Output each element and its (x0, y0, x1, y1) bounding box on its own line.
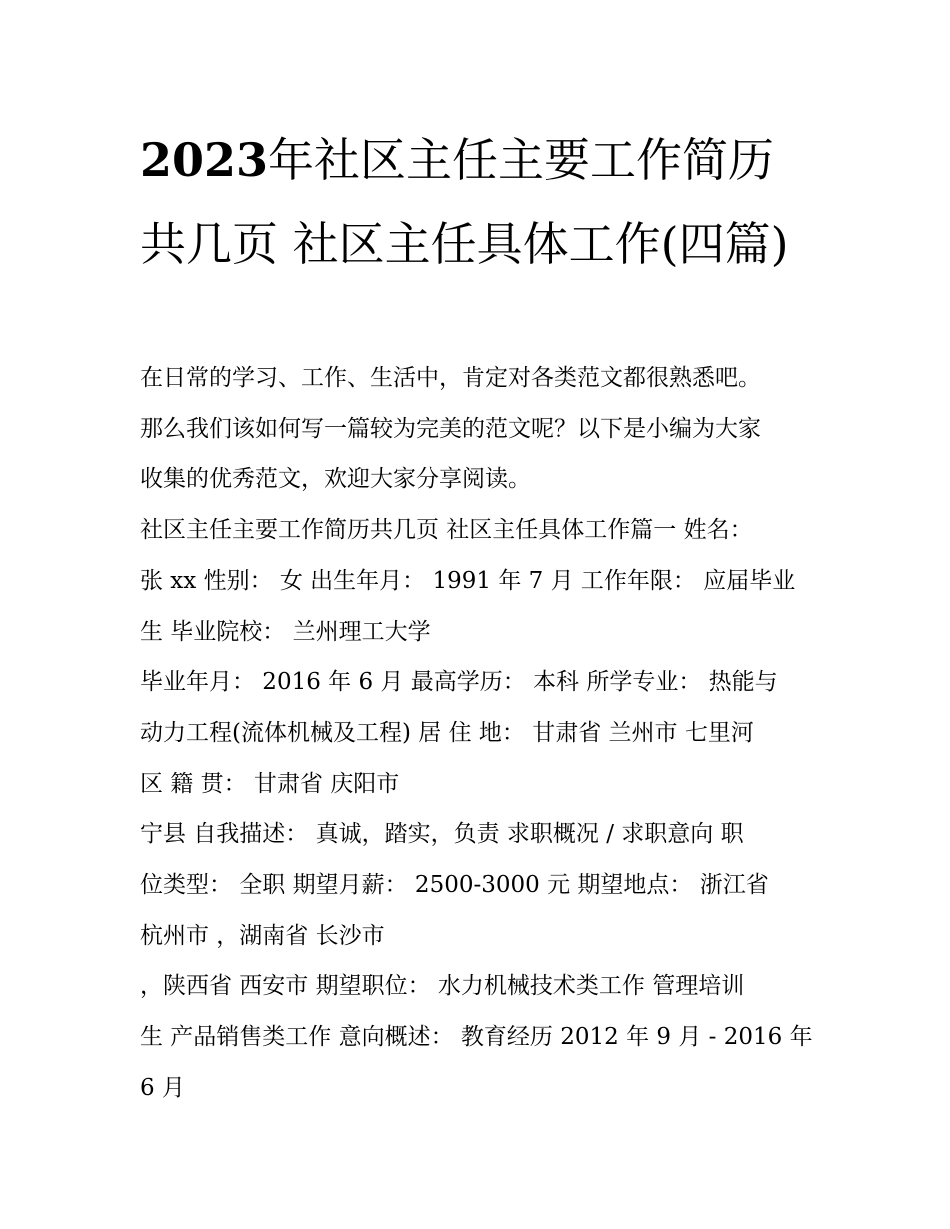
document-title-year: 2023 (140, 133, 269, 187)
paragraph-education (140, 657, 820, 809)
paragraph-profile (140, 505, 820, 657)
paragraph-line: 张 xx 性别： 女 出生年月： 1991 年 7 月 工作年限： 应届毕业 (140, 567, 796, 594)
document-title-text: 年社区主任主要工作简历共几页 社区主任具体工作(四篇) (140, 133, 789, 271)
paragraph-line: 在日常的学习、工作、生活中，肯定对各类范文都很熟悉吧。 (140, 365, 761, 391)
paragraph-line: 社区主任主要工作简历共几页 社区主任具体工作篇一 姓名： (140, 517, 753, 544)
paragraph-job-intent (140, 809, 820, 961)
paragraph-line: 位类型： 全职 期望月薪： 2500-3000 元 期望地点： 浙江省 (140, 872, 769, 899)
paragraph-line: 宁县 自我描述： 真诚，踏实，负责 求职概况 / 求职意向 职 (140, 821, 744, 848)
paragraph-expected-position (140, 961, 820, 1113)
document-title (140, 118, 820, 286)
paragraph-line: 收集的优秀范文，欢迎大家分享阅读。 (140, 466, 531, 493)
paragraph-line: 杭州市 ，湖南省 长沙市 (140, 922, 385, 949)
paragraph-intro (140, 353, 820, 505)
paragraph-line: 生 毕业院校： 兰州理工大学 (140, 618, 431, 645)
paragraph-line: 生 产品销售类工作 意向概述： 教育经历 2012 年 9 月 - 2016 年 (140, 1024, 813, 1051)
paragraph-line: ，陕西省 西安市 期望职位： 水力机械技术类工作 管理培训 (140, 973, 745, 1000)
document-body (140, 353, 820, 1114)
paragraph-line: 那么我们该如何写一篇较为完美的范文呢？以下是小编为大家 (140, 415, 761, 442)
paragraph-line: 动力工程(流体机械及工程) 居 住 地： 甘肃省 兰州市 七里河 (140, 719, 754, 746)
paragraph-line: 6 月 (140, 1074, 185, 1101)
paragraph-line: 区 籍 贯： 甘肃省 庆阳市 (140, 770, 400, 797)
paragraph-line: 毕业年月： 2016 年 6 月 最高学历： 本科 所学专业： 热能与 (140, 669, 778, 696)
